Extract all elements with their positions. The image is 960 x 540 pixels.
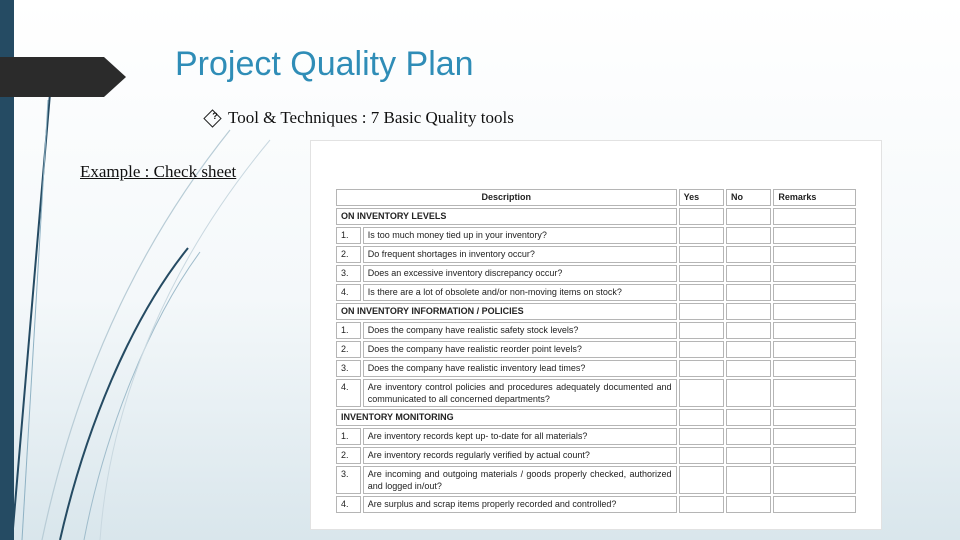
- yes-cell: [679, 341, 724, 358]
- remarks-cell: [773, 265, 856, 282]
- remarks-cell: [773, 447, 856, 464]
- row-number: 1.: [336, 227, 361, 244]
- row-number: 2.: [336, 246, 361, 263]
- table-row: [336, 428, 856, 445]
- table-row: [336, 341, 856, 358]
- check-sheet-table: [334, 187, 858, 515]
- no-cell: [726, 428, 771, 445]
- table-row: [336, 284, 856, 301]
- row-number: 1.: [336, 428, 361, 445]
- example-label: Example : Check sheet: [80, 162, 237, 181]
- header-yes: Yes: [679, 189, 724, 206]
- yes-cell: [679, 496, 724, 513]
- slide-title: Project Quality Plan: [175, 45, 474, 83]
- header-row: [336, 189, 856, 206]
- no-cell: [726, 360, 771, 377]
- diamond-bullet-icon: ?: [203, 109, 221, 127]
- header-description: Description: [336, 189, 677, 206]
- remarks-cell: [773, 322, 856, 339]
- row-question: Does the company have realistic reorder point levels?: [363, 341, 677, 358]
- yes-cell: [679, 466, 724, 494]
- no-cell: [726, 496, 771, 513]
- row-number: 2.: [336, 447, 361, 464]
- yes-cell: [679, 447, 724, 464]
- remarks-cell: [773, 496, 856, 513]
- remarks-cell: [773, 379, 856, 407]
- no-cell: [726, 322, 771, 339]
- bullet-line: [202, 108, 514, 128]
- remarks-cell: [773, 284, 856, 301]
- section-title: ON INVENTORY LEVELS: [336, 208, 677, 225]
- header-no: No: [726, 189, 771, 206]
- remarks-cell: [773, 341, 856, 358]
- row-question: Are surplus and scrap items properly recorded and controlled?: [363, 496, 677, 513]
- row-number: 4.: [336, 496, 361, 513]
- table-row: [336, 322, 856, 339]
- section-header: [336, 409, 856, 426]
- row-number: 4.: [336, 379, 361, 407]
- table-row: [336, 360, 856, 377]
- remarks-cell: [773, 227, 856, 244]
- yes-cell: [679, 428, 724, 445]
- no-cell: [726, 379, 771, 407]
- row-question: Is too much money tied up in your inventory?: [363, 227, 677, 244]
- table-row: [336, 227, 856, 244]
- row-number: 3.: [336, 466, 361, 494]
- row-question: Does an excessive inventory discrepancy occur?: [363, 265, 677, 282]
- row-number: 1.: [336, 322, 361, 339]
- row-question: Are inventory records regularly verified by actual count?: [363, 447, 677, 464]
- table-row: [336, 466, 856, 494]
- header-remarks: Remarks: [773, 189, 856, 206]
- remarks-cell: [773, 466, 856, 494]
- row-question: Do frequent shortages in inventory occur?: [363, 246, 677, 263]
- no-cell: [726, 227, 771, 244]
- section-title: INVENTORY MONITORING: [336, 409, 677, 426]
- no-cell: [726, 341, 771, 358]
- row-question: Does the company have realistic inventory lead times?: [363, 360, 677, 377]
- yes-cell: [679, 227, 724, 244]
- row-number: 2.: [336, 341, 361, 358]
- table-row: [336, 496, 856, 513]
- row-number: 3.: [336, 265, 361, 282]
- section-header: [336, 303, 856, 320]
- section-title: ON INVENTORY INFORMATION / POLICIES: [336, 303, 677, 320]
- remarks-cell: [773, 246, 856, 263]
- yes-cell: [679, 246, 724, 263]
- row-question: Are inventory records kept up- to-date for all materials?: [363, 428, 677, 445]
- table-row: [336, 447, 856, 464]
- yes-cell: [679, 379, 724, 407]
- no-cell: [726, 284, 771, 301]
- table-row: [336, 379, 856, 407]
- row-question: Are incoming and outgoing materials / goods properly checked, authorized and logged in/out?: [363, 466, 677, 494]
- remarks-cell: [773, 360, 856, 377]
- yes-cell: [679, 360, 724, 377]
- table-row: [336, 246, 856, 263]
- yes-cell: [679, 265, 724, 282]
- row-question: Does the company have realistic safety stock levels?: [363, 322, 677, 339]
- yes-cell: [679, 284, 724, 301]
- no-cell: [726, 246, 771, 263]
- no-cell: [726, 466, 771, 494]
- bullet-text: Tool & Techniques : 7 Basic Quality tools: [228, 108, 514, 127]
- row-question: Is there are a lot of obsolete and/or non-moving items on stock?: [363, 284, 677, 301]
- table-row: [336, 265, 856, 282]
- row-number: 3.: [336, 360, 361, 377]
- section-header: [336, 208, 856, 225]
- yes-cell: [679, 322, 724, 339]
- no-cell: [726, 447, 771, 464]
- remarks-cell: [773, 428, 856, 445]
- no-cell: [726, 265, 771, 282]
- check-sheet-image: [310, 140, 882, 530]
- row-number: 4.: [336, 284, 361, 301]
- row-question: Are inventory control policies and procedures adequately documented and communicated to all concerned departments?: [363, 379, 677, 407]
- title-tab-marker: [0, 57, 126, 97]
